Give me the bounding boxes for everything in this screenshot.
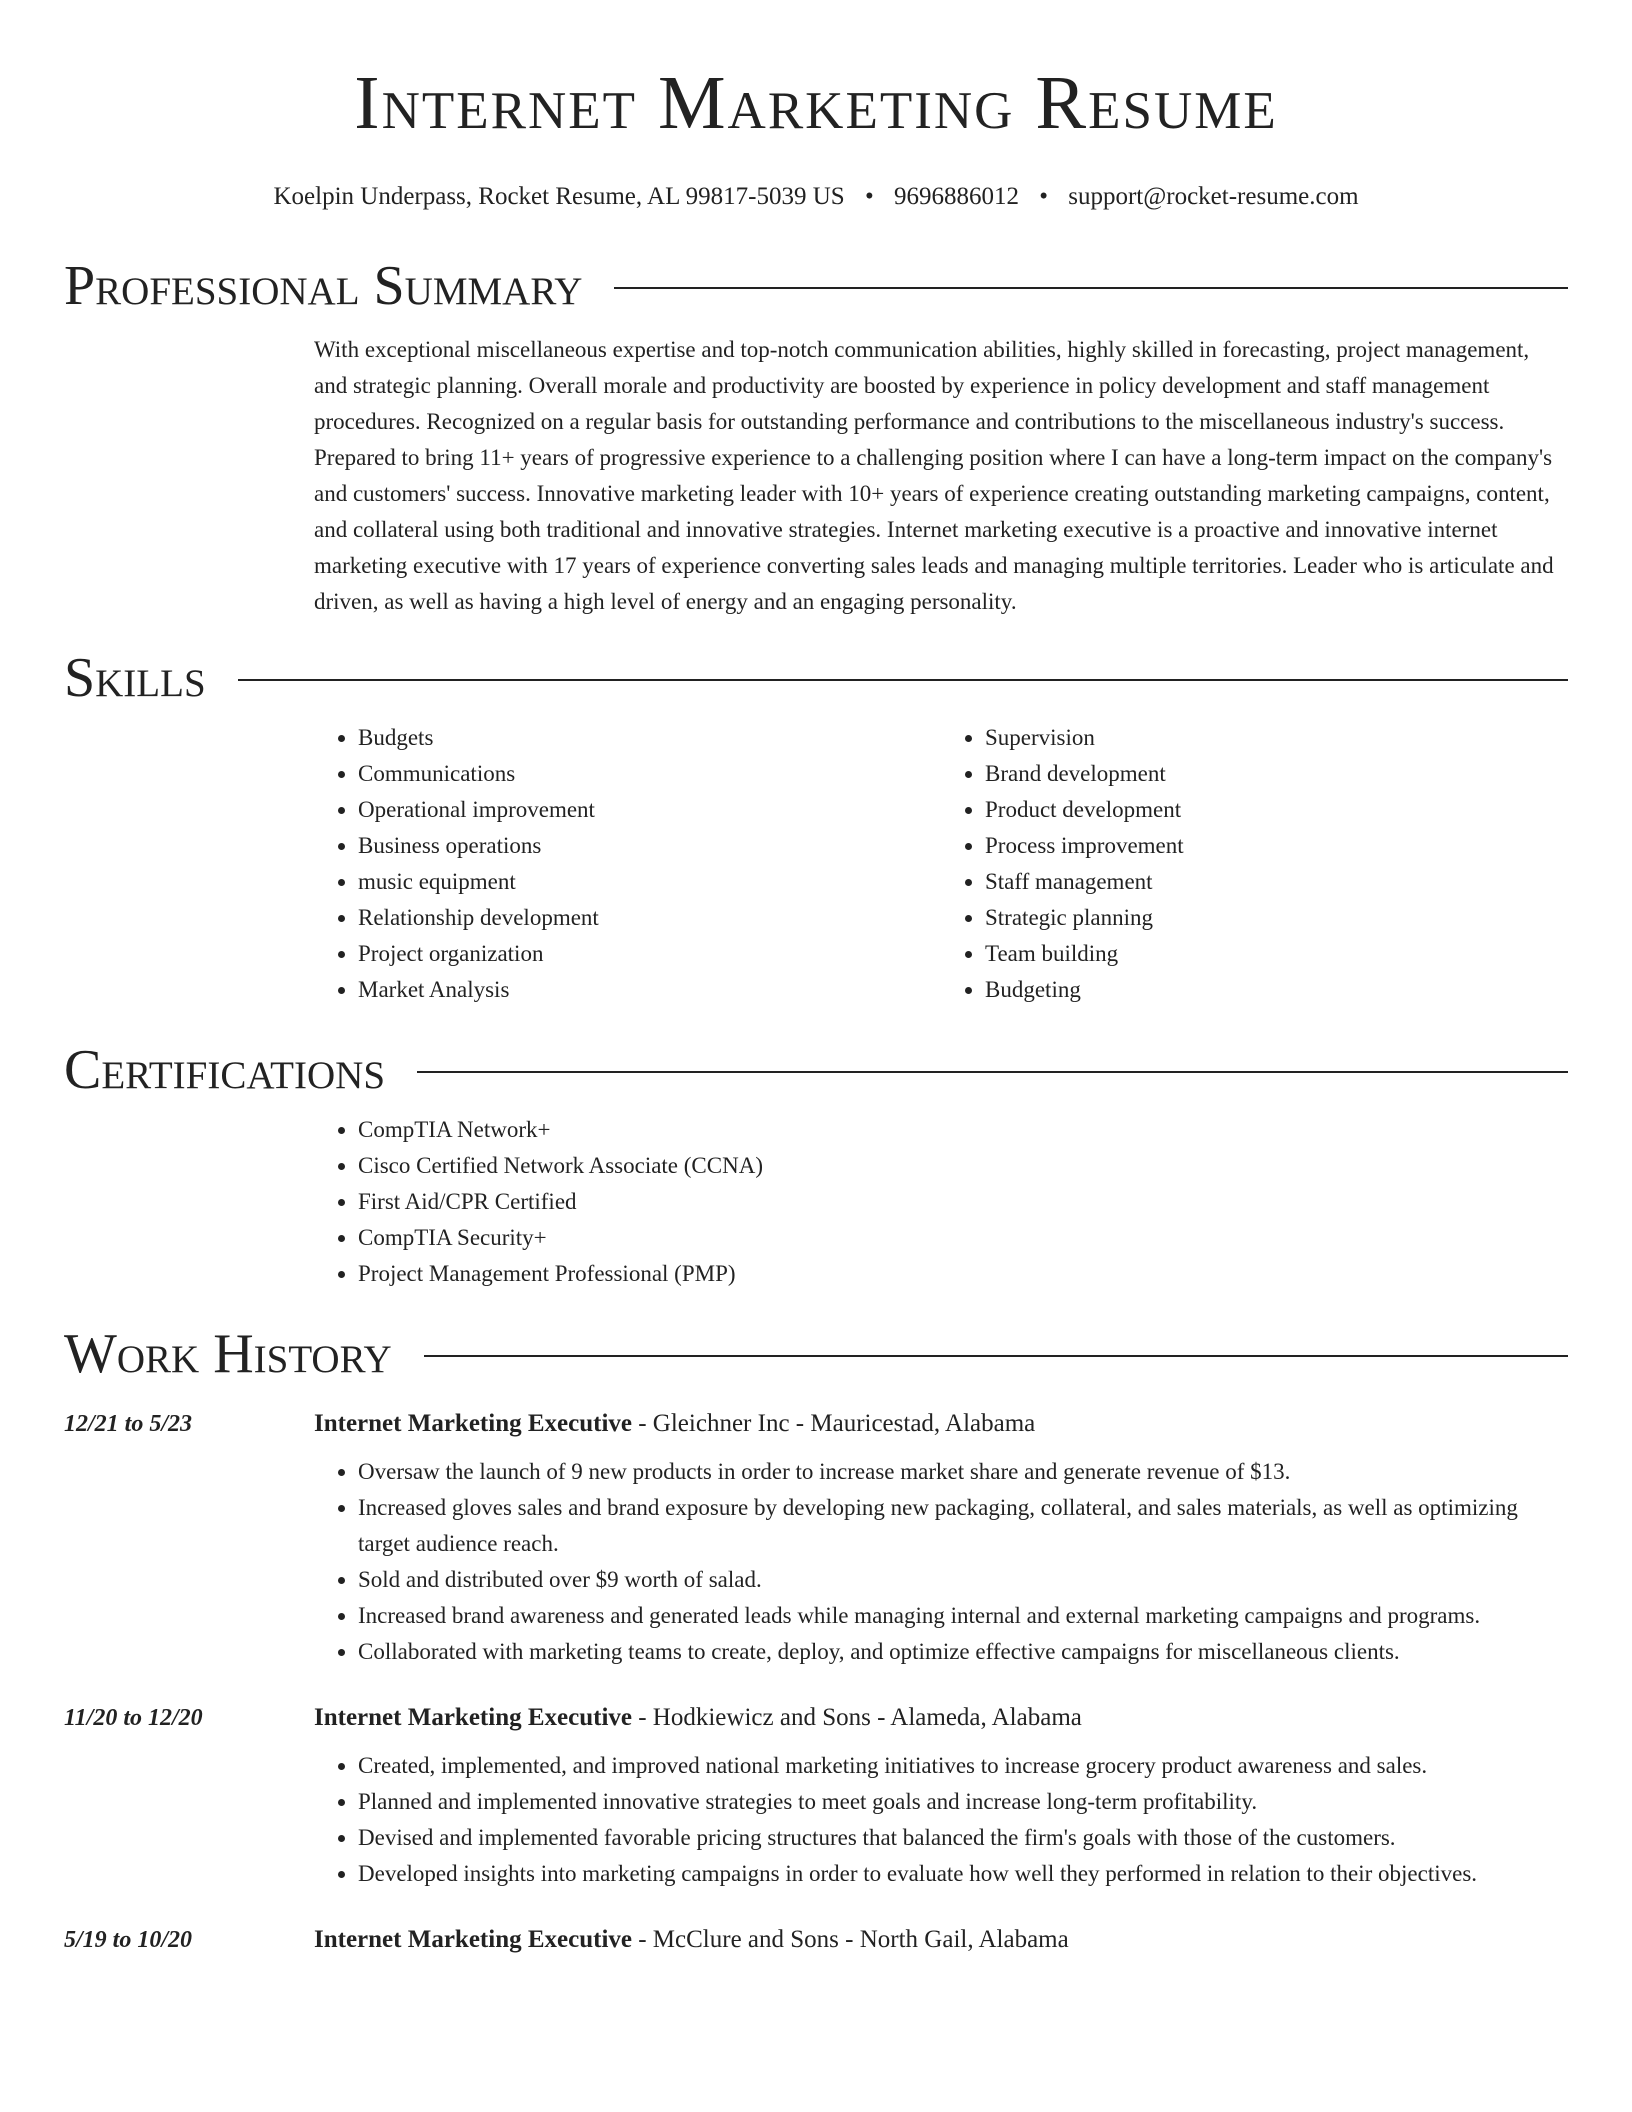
job-bullet: • Devised and implemented favorable pricing structures that balanced the firm's goals with those of the customers. bbox=[358, 1820, 1568, 1856]
contact-line bbox=[64, 182, 1568, 212]
skill-item: • Product development bbox=[985, 792, 1568, 828]
resume-title: Internet Marketing Resume bbox=[354, 61, 1278, 145]
job-title-line bbox=[314, 1702, 1568, 1734]
job-bullet: • Sold and distributed over $9 worth of salad. bbox=[358, 1562, 1568, 1598]
job-dates: 5/19 to 10/20 bbox=[64, 1927, 193, 1953]
summary-heading: Professional Summary bbox=[64, 255, 583, 317]
job-entry bbox=[64, 1924, 1568, 1956]
job-bullet: • Planned and implemented innovative strategies to meet goals and increase long-term profitability. bbox=[358, 1784, 1568, 1820]
address: Koelpin Underpass, Rocket Resume, AL 99817-5039 US bbox=[273, 183, 845, 210]
certifications-section-header bbox=[64, 1038, 1568, 1102]
skills-section-header bbox=[64, 646, 1568, 710]
email: support@rocket-resume.com bbox=[1068, 183, 1359, 210]
section-divider bbox=[424, 1355, 1568, 1357]
job-title-line bbox=[314, 1924, 1568, 1956]
skills-list-right bbox=[941, 720, 1568, 1008]
skill-item: • Process improvement bbox=[985, 828, 1568, 864]
skills-grid bbox=[314, 720, 1568, 1008]
job-bullets bbox=[314, 1454, 1568, 1670]
skill-item: • Team building bbox=[985, 936, 1568, 972]
skill-item: • Communications bbox=[358, 756, 941, 792]
job-bullet: • Increased gloves sales and brand exposure by developing new packaging, collateral, and sales materials, as well as optimizing target audience reach. bbox=[358, 1490, 1568, 1562]
skill-item: • Project organization bbox=[358, 936, 941, 972]
job-entry bbox=[64, 1702, 1568, 1892]
job-details: - McClure and Sons - North Gail, Alabama bbox=[631, 1926, 1069, 1953]
skill-item: • Brand development bbox=[985, 756, 1568, 792]
job-details: - Gleichner Inc - Mauricestad, Alabama bbox=[631, 1410, 1036, 1437]
certification-item: • CompTIA Security+ bbox=[358, 1220, 1568, 1256]
skill-item: • music equipment bbox=[358, 864, 941, 900]
job-bullet: • Developed insights into marketing campaigns in order to evaluate how well they performed in relation to their objectives. bbox=[358, 1856, 1568, 1892]
certification-item: • First Aid/CPR Certified bbox=[358, 1184, 1568, 1220]
job-title: Internet Marketing Executive bbox=[314, 1926, 632, 1953]
contact-separator: • bbox=[864, 183, 874, 210]
job-bullet: • Collaborated with marketing teams to create, deploy, and optimize effective campaigns for miscellaneous clients. bbox=[358, 1634, 1568, 1670]
skill-item: • Strategic planning bbox=[985, 900, 1568, 936]
job-title-line bbox=[314, 1408, 1568, 1440]
skill-item: • Supervision bbox=[985, 720, 1568, 756]
job-main bbox=[314, 1924, 1568, 1956]
work-heading: Work History bbox=[64, 1323, 392, 1385]
section-divider bbox=[417, 1071, 1568, 1073]
skill-item: • Staff management bbox=[985, 864, 1568, 900]
skill-item: • Market Analysis bbox=[358, 972, 941, 1008]
contact-separator: • bbox=[1039, 183, 1048, 210]
job-main bbox=[314, 1408, 1568, 1670]
job-bullet: • Oversaw the launch of 9 new products in order to increase market share and generate revenue of $13. bbox=[358, 1454, 1568, 1490]
certifications-heading: Certifications bbox=[64, 1039, 386, 1101]
skill-item: • Budgets bbox=[358, 720, 941, 756]
summary-section-header bbox=[64, 254, 1568, 318]
job-title: Internet Marketing Executive bbox=[314, 1410, 632, 1437]
skill-item: • Budgeting bbox=[985, 972, 1568, 1008]
skill-item: • Business operations bbox=[358, 828, 941, 864]
job-title: Internet Marketing Executive bbox=[314, 1704, 632, 1731]
certification-item: • CompTIA Network+ bbox=[358, 1112, 1568, 1148]
skills-list-left bbox=[314, 720, 941, 1008]
job-bullet: • Increased brand awareness and generated leads while managing internal and external marketing campaigns and programs. bbox=[358, 1598, 1568, 1634]
certifications-list bbox=[314, 1112, 1568, 1292]
certifications-block bbox=[314, 1112, 1568, 1292]
section-divider bbox=[614, 287, 1568, 289]
certification-item: • Cisco Certified Network Associate (CCNA) bbox=[358, 1148, 1568, 1184]
job-bullets bbox=[314, 1748, 1568, 1892]
skill-item: • Relationship development bbox=[358, 900, 941, 936]
section-divider bbox=[238, 679, 1568, 681]
certification-item: • Project Management Professional (PMP) bbox=[358, 1256, 1568, 1292]
job-details: - Hodkiewicz and Sons - Alameda, Alabama bbox=[631, 1704, 1082, 1731]
job-dates: 11/20 to 12/20 bbox=[64, 1705, 203, 1731]
job-main bbox=[314, 1702, 1568, 1892]
skill-item: • Operational improvement bbox=[358, 792, 941, 828]
skills-heading: Skills bbox=[64, 647, 206, 709]
phone: 9696886012 bbox=[893, 183, 1019, 210]
summary-text: With exceptional miscellaneous expertise and top-notch communication abilities, highly skilled in forecasting, project management, and strategic planning. Overall morale and productivity are boosted by experience in policy development and staff management procedures. Recognized on a regular basis for outstanding performance and contributions to the miscellaneous industry's success. Prepared to bring 11+ years of progressive experience to a challenging position where I can have a long-term impact on the company's and customers' success. Innovative marketing leader with 10+ years of experience creating outstanding marketing campaigns, content, and collateral using both traditional and innovative strategies. Internet marketing executive is a proactive and innovative internet marketing executive with 17 years of experience converting sales leads and managing multiple territories. Leader who is articulate and driven, as well as having a high level of energy and an engaging personality. bbox=[314, 337, 1554, 614]
job-bullet: • Created, implemented, and improved national marketing initiatives to increase grocery product awareness and sales. bbox=[358, 1748, 1568, 1784]
job-entry bbox=[64, 1408, 1568, 1670]
job-dates: 12/21 to 5/23 bbox=[64, 1411, 193, 1437]
work-section-header bbox=[64, 1322, 1568, 1386]
